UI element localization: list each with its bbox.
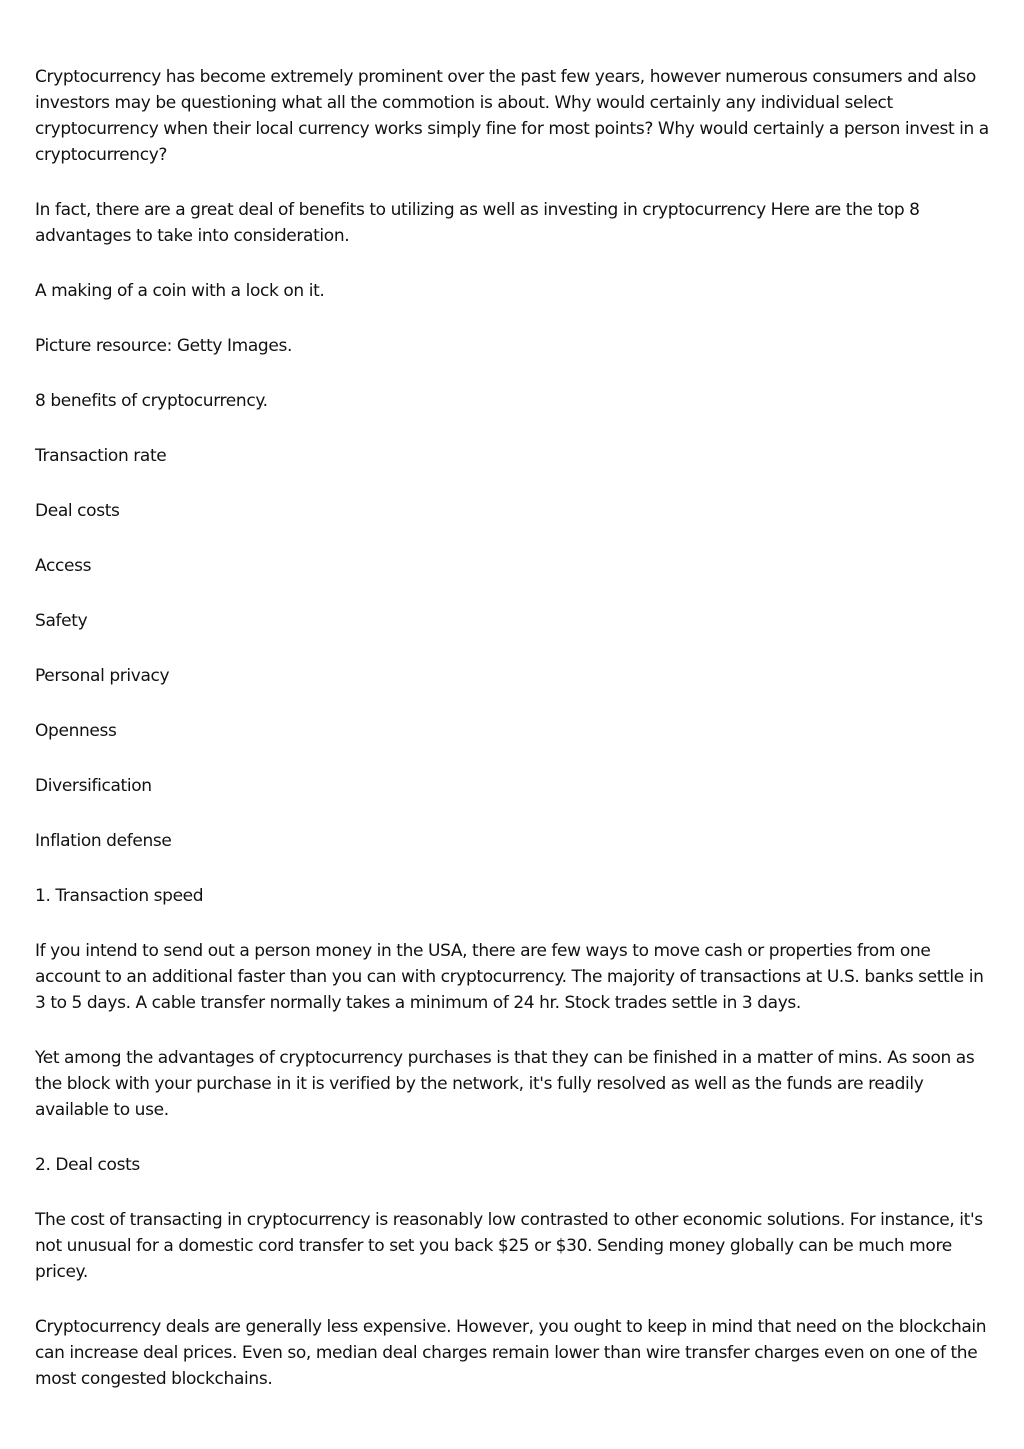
image-credit: Picture resource: Getty Images. xyxy=(35,336,293,356)
document-body xyxy=(35,64,995,1421)
benefit-list-item: Personal privacy xyxy=(35,666,170,686)
intro-paragraph: Cryptocurrency has become extremely prominent over the past few years, however numerous consumers and also investors may be questioning what all the commotion is about. Why would certainly any individual select cryptocurrency when their local currency works simply fine for most points? Why would certainly a person invest in a cryptocurrency? xyxy=(35,67,989,165)
benefits-heading: 8 benefits of cryptocurrency. xyxy=(35,391,268,411)
benefit-list-item: Openness xyxy=(35,721,117,741)
section-heading-transaction-speed: 1. Transaction speed xyxy=(35,886,204,906)
benefit-list-item: Inflation defense xyxy=(35,831,172,851)
body-paragraph: The cost of transacting in cryptocurrency is reasonably low contrasted to other economic solutions. For instance, it's not unusual for a domestic cord transfer to set you back $25 or $30. Sending money globally can be much more pricey. xyxy=(35,1210,983,1282)
benefit-list-item: Diversification xyxy=(35,776,152,796)
benefit-list-item: Access xyxy=(35,556,92,576)
benefit-list-item: Transaction rate xyxy=(35,446,167,466)
benefit-list-item: Deal costs xyxy=(35,501,120,521)
section-heading-deal-costs: 2. Deal costs xyxy=(35,1155,140,1175)
benefits-intro-paragraph: In fact, there are a great deal of benefits to utilizing as well as investing in cryptocurrency Here are the top 8 advantages to take into consideration. xyxy=(35,200,920,246)
body-paragraph: Yet among the advantages of cryptocurrency purchases is that they can be finished in a matter of mins. As soon as the block with your purchase in it is verified by the network, it's fully resolved as well as the funds are readily available to use. xyxy=(35,1048,975,1120)
benefit-list-item: Safety xyxy=(35,611,88,631)
body-paragraph: Cryptocurrency deals are generally less expensive. However, you ought to keep in mind that need on the blockchain can increase deal prices. Even so, median deal charges remain lower than wire transfer charges even on one of the most congested blockchains. xyxy=(35,1317,987,1389)
body-paragraph: If you intend to send out a person money in the USA, there are few ways to move cash or properties from one account to an additional faster than you can with cryptocurrency. The majority of transactions at U.S. banks settle in 3 to 5 days. A cable transfer normally takes a minimum of 24 hr. Stock trades settle in 3 days. xyxy=(35,941,984,1013)
image-caption: A making of a coin with a lock on it. xyxy=(35,281,325,301)
